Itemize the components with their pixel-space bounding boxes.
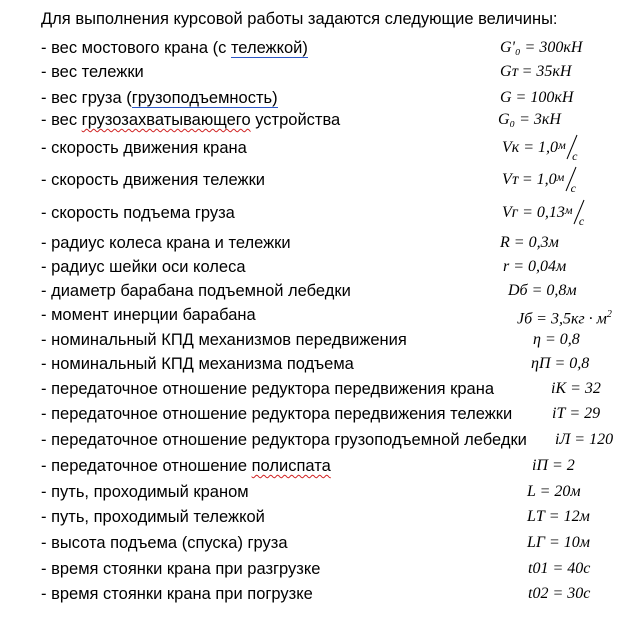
parameter-row	[0, 379, 644, 403]
parameter-row	[0, 305, 644, 329]
parameter-formula	[531, 354, 589, 374]
label-text: - передаточное отношение	[41, 457, 252, 475]
parameter-formula	[498, 110, 561, 130]
formula-text: Jб = 3,5кг · м	[517, 310, 607, 328]
parameter-label	[41, 584, 313, 604]
grammar-underline-text: тележкой)	[230, 39, 308, 57]
parameter-formula	[500, 88, 573, 108]
parameter-formula	[555, 430, 613, 450]
parameter-label	[41, 456, 331, 476]
parameter-row	[0, 507, 644, 531]
unit-denominator: с	[570, 181, 576, 195]
formula-text: iП = 2	[532, 457, 575, 474]
parameter-label	[41, 110, 340, 130]
parameter-label	[41, 330, 407, 350]
label-text: - вес груза (	[41, 89, 132, 107]
parameter-formula	[503, 257, 566, 277]
parameter-formula	[502, 170, 583, 195]
parameter-formula	[502, 203, 591, 228]
formula-text: G'₀ = 300кН	[500, 39, 583, 56]
label-text: - скорость подъема груза	[41, 204, 235, 222]
parameter-row	[0, 233, 644, 257]
parameter-label	[41, 203, 235, 223]
label-text: - радиус колеса крана и тележки	[41, 234, 291, 252]
formula-text: Vᴦ = 0,13	[502, 204, 565, 221]
label-text: - передаточное отношение редуктора грузоподъемной лебедки	[41, 431, 527, 449]
document-title: Для выполнения курсовой работы задаются следующие величины:	[41, 10, 558, 28]
parameter-row	[0, 456, 644, 480]
formula-text: Gᴛ = 35кН	[500, 63, 572, 80]
label-text: - время стоянки крана при погрузке	[41, 585, 313, 603]
parameter-label	[41, 533, 288, 553]
parameter-row	[0, 110, 644, 134]
formula-text: iЛ = 120	[555, 431, 614, 448]
parameter-formula	[552, 404, 600, 424]
parameter-formula	[508, 281, 577, 301]
formula-text: r = 0,04м	[503, 258, 567, 275]
parameter-row	[0, 170, 644, 194]
parameter-label	[41, 281, 351, 301]
parameter-label	[41, 62, 144, 82]
label-text: - вес тележки	[41, 63, 144, 81]
parameter-label	[41, 257, 246, 277]
formula-text: t02 = 30с	[528, 585, 591, 602]
formula-text: t01 = 40с	[528, 560, 591, 577]
unit-fraction	[556, 170, 583, 195]
parameter-row	[0, 559, 644, 583]
parameter-label	[41, 88, 278, 108]
parameter-formula	[500, 62, 571, 82]
parameter-row	[0, 482, 644, 506]
parameter-row	[0, 404, 644, 428]
formula-text: R = 0,3м	[500, 234, 559, 251]
parameter-label	[41, 170, 265, 190]
parameter-formula	[533, 330, 580, 350]
formula-text: L = 20м	[527, 483, 581, 500]
parameter-row	[0, 88, 644, 112]
parameter-label	[41, 305, 256, 325]
parameter-label	[41, 379, 494, 399]
formula-text: G = 100кН	[500, 89, 574, 106]
formula-text: ηП = 0,8	[531, 355, 590, 372]
parameter-label	[41, 138, 247, 158]
parameter-label	[41, 507, 265, 527]
label-text: - номинальный КПД механизмов передвижения	[41, 331, 407, 349]
label-text-tail: устройства	[250, 111, 341, 129]
parameter-row	[0, 354, 644, 378]
unit-fraction	[558, 138, 584, 163]
parameter-row	[0, 281, 644, 305]
parameter-formula	[500, 233, 559, 253]
label-text: - передаточное отношение редуктора передвижения тележки	[41, 405, 513, 423]
label-text: - радиус шейки оси колеса	[41, 258, 246, 276]
parameter-label	[41, 430, 527, 450]
parameter-row	[0, 62, 644, 86]
parameter-formula	[527, 507, 590, 527]
parameter-label	[41, 559, 320, 579]
label-text: - высота подъема (спуска) груза	[41, 534, 288, 552]
label-text: - передаточное отношение редуктора передвижения крана	[41, 380, 495, 398]
parameter-label	[41, 233, 291, 253]
formula-text: η = 0,8	[533, 331, 580, 348]
formula-text: iК = 32	[551, 380, 601, 397]
parameter-row	[0, 584, 644, 608]
parameter-row	[0, 330, 644, 354]
unit-numerator: м	[556, 170, 565, 184]
label-text: - скорость движения крана	[41, 139, 247, 157]
label-text: - путь, проходимый тележкой	[41, 508, 265, 526]
parameter-label	[41, 38, 308, 58]
parameter-formula	[502, 138, 584, 163]
formula-text: Dб = 0,8м	[508, 282, 577, 299]
parameter-formula	[551, 379, 601, 399]
label-text: - номинальный КПД механизма подъема	[41, 355, 354, 373]
parameter-row	[0, 138, 644, 162]
formula-text: iТ = 29	[552, 405, 601, 422]
parameter-formula	[528, 584, 590, 604]
unit-fraction	[564, 203, 591, 228]
parameter-formula	[527, 482, 581, 502]
formula-text: Vк = 1,0	[502, 139, 559, 156]
parameter-row	[0, 533, 644, 557]
parameter-label	[41, 404, 512, 424]
parameter-row	[0, 38, 644, 62]
parameter-label	[41, 482, 249, 502]
unit-denominator: с	[572, 149, 578, 163]
formula-text: G₀ = 3кН	[498, 111, 561, 128]
label-text: - время стоянки крана при разгрузке	[41, 560, 321, 578]
parameter-formula	[528, 559, 590, 579]
formula-superscript: 2	[606, 309, 612, 320]
label-text: - вес мостового крана (с	[41, 39, 231, 57]
unit-denominator: с	[578, 214, 585, 228]
parameter-row	[0, 430, 644, 454]
label-text: - момент инерции барабана	[41, 306, 256, 324]
formula-text: LГ = 10м	[527, 534, 591, 551]
label-text: - вес	[41, 111, 82, 129]
parameter-row	[0, 203, 644, 227]
formula-text: LТ = 12м	[527, 508, 590, 525]
parameter-formula	[517, 305, 612, 329]
parameter-formula	[532, 456, 575, 476]
label-text: - скорость движения тележки	[41, 171, 266, 189]
formula-text: Vᴛ = 1,0	[502, 171, 557, 188]
parameter-formula	[500, 38, 582, 58]
parameter-formula	[527, 533, 590, 553]
label-text: - путь, проходимый краном	[41, 483, 249, 501]
unit-numerator: м	[564, 203, 573, 217]
parameter-label	[41, 354, 354, 374]
spellcheck-underline-text: полиспата	[251, 457, 331, 475]
label-text: - диаметр барабана подъемной лебедки	[41, 282, 351, 300]
parameter-row	[0, 257, 644, 281]
unit-numerator: м	[558, 138, 566, 152]
spellcheck-underline-text: грузозахватывающего	[81, 111, 251, 129]
grammar-underline-text: грузоподъемность)	[131, 89, 278, 107]
